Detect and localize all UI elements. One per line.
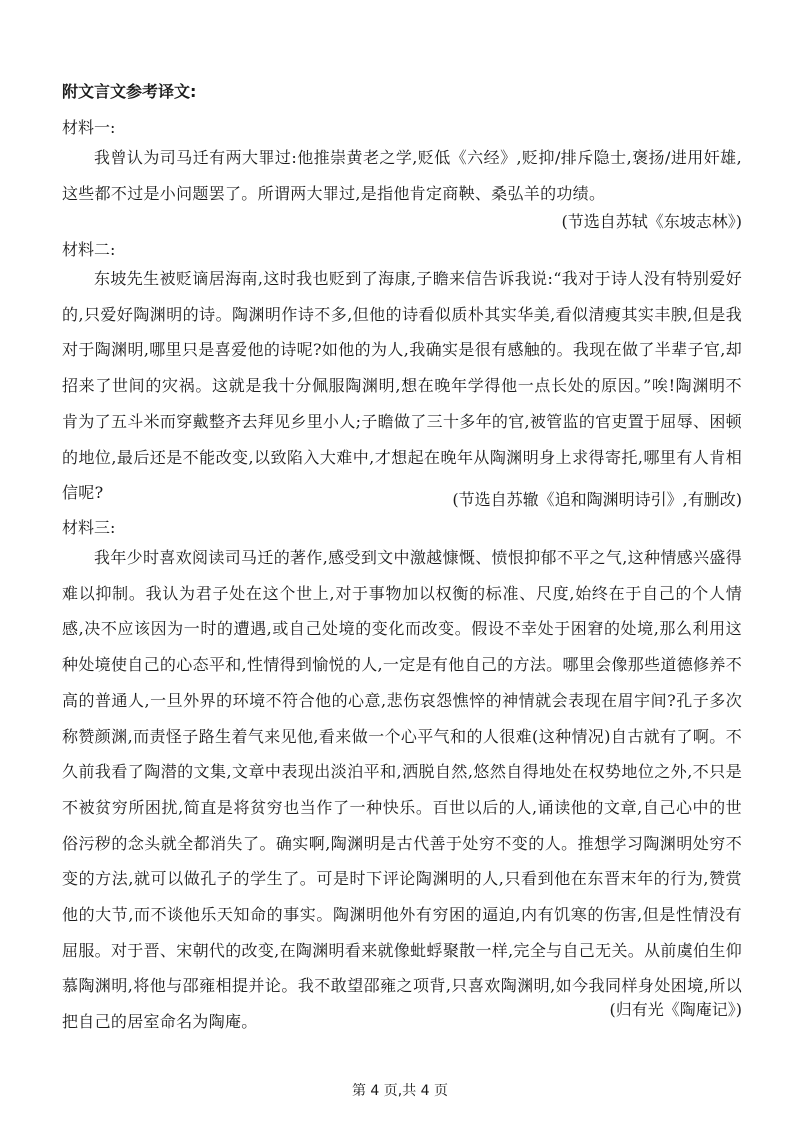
section-1-text: 我曾认为司马迁有两大罪过:他推崇黄老之学,贬低《六经》,贬抑/排斥隐士,褒扬/进用奸雄,这些都不过是小问题罢了。所谓两大罪过,是指他肯定商鞅、桑弘羊的功绩。 — [62, 148, 742, 203]
page-footer: 第 4 页,共 4 页 — [351, 1083, 449, 1099]
section-3-source: (归有光《陶庵记》) — [609, 1000, 742, 1019]
section-1-source: (节选自苏轼《东坡志林》) — [561, 212, 742, 231]
section-3-text: 我年少时喜欢阅读司马迁的著作,感受到文中激越慷慨、愤恨抑郁不平之气,这种情感兴盛得难以抑制。我认为君子处在这个世上,对于事物加以权衡的标准、尺度,始终在于自己的个人情感,决不应该因为一时的遭遇,或自己处境的变化而改变。假设不幸处于困窘的处境,那么利用这种处境使自己的心态平和,性情得到愉悦的人,一定是有他自己的方法。哪里会像那些道德修养不高的普通人,一旦外界的环境不符合他的心意,悲伤哀怨憔悴的神情就会表现在眉宇间?孔子多次称赞颜渊,而责怪子路生着气来见他,看来做一个心平气和的人很难(这种情况)自古就有了啊。不久前我看了陶潜的文集,文章中表现出淡泊平和,洒脱自然,悠然自得地处在权势地位之外,不只是不被贫穷所困扰,简直是将贫穷也当作了一种快乐。百世以后的人,诵读他的文章,自己心中的世俗污秽的念头就全都消失了。确实啊,陶渊明是古代善于处穷不变的人。推想学习陶渊明处穷不变的方法,就可以做孔子的学生了。可是时下评论陶渊明的人,只看到他在东晋末年的行为,赞赏他的大节,而不谈他乐天知命的事实。陶渊明他外有穷困的逼迫,内有饥寒的伤害,但是性情没有屈服。对于晋、宋朝代的改变,在陶渊明看来就像蚍蜉聚散一样,完全与自己无关。从前虞伯生仰慕陶渊明,将他与邵雍相提并论。我不敢望邵雍之项背,只喜欢陶渊明,如今我同样身处困境,所以把自己的居室命名为陶庵。 — [62, 548, 742, 1032]
section-2-text: 东坡先生被贬谪居海南,这时我也贬到了海康,子瞻来信告诉我说:“我对于诗人没有特别爱好的,只爱好陶渊明的诗。陶渊明作诗不多,但他的诗看似质朴其实华美,看似清瘦其实丰腴,但是我对于陶渊明,哪里只是喜爱他的诗呢?如他的为人,我确实是很有感触的。我现在做了半辈子官,却招来了世间的灾祸。这就是我十分佩服陶渊明,想在晚年学得他一点长处的原因。”唉!陶渊明不肯为了五斗米而穿戴整齐去拜见乡里小人;子瞻做了三十多年的官,被管监的官吏置于屈辱、困顿的地位,最后还是不能改变,以致陷入大难中,才想起在晚年从陶渊明身上求得寄托,哪里有人肯相信呢? — [62, 269, 742, 503]
section-1-label: 材料一: — [62, 118, 116, 137]
section-2-label: 材料二: — [62, 240, 116, 259]
section-3-label: 材料三: — [62, 518, 116, 537]
section-2-source: (节选自苏辙《追和陶渊明诗引》,有删改) — [452, 490, 742, 509]
page-title: 附文言文参考译文: — [62, 82, 197, 101]
